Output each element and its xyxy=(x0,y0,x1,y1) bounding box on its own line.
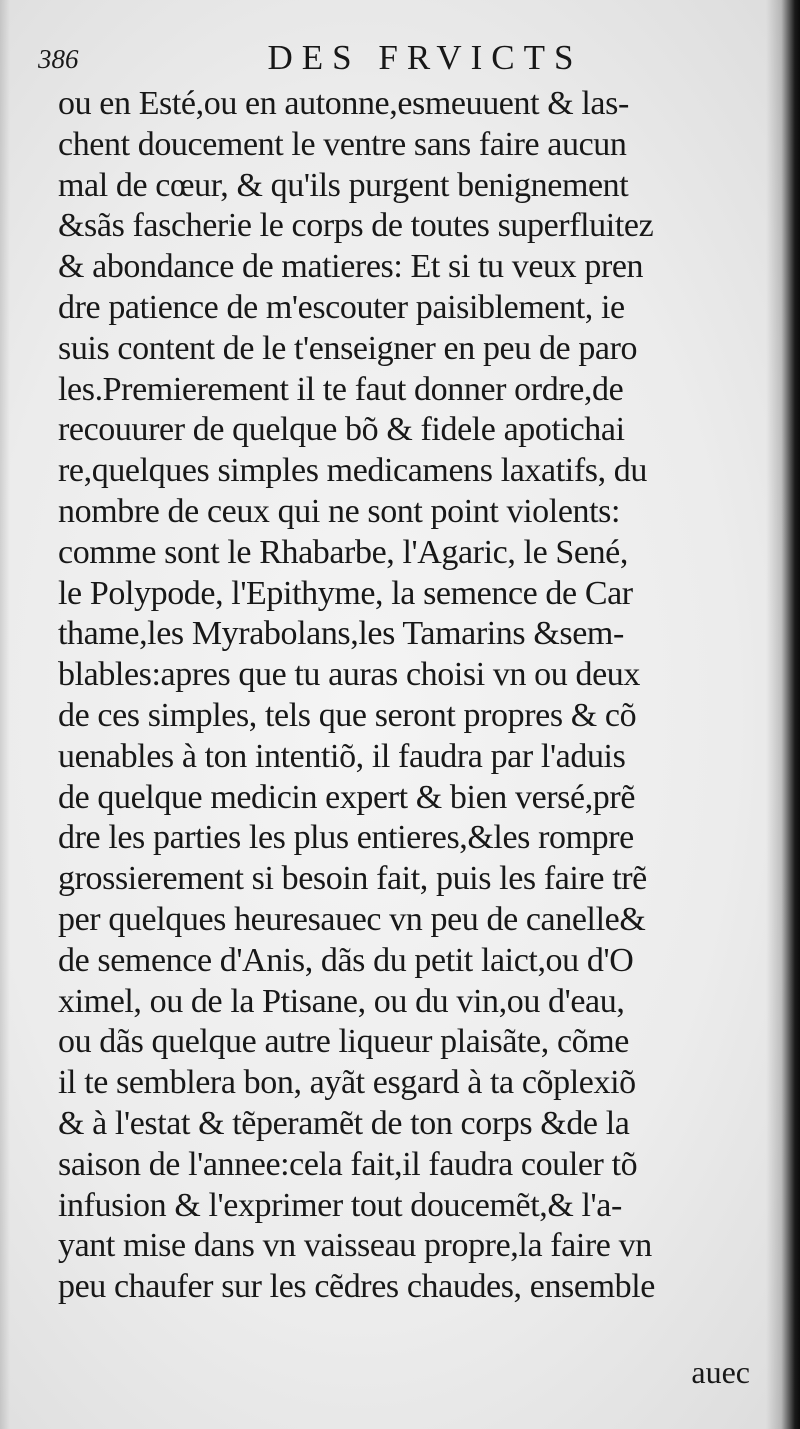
text-line: re,quelques simples medicamens laxatifs, du xyxy=(58,452,647,490)
text-line: dre les parties les plus entieres,&les rompre xyxy=(58,819,634,857)
text-line: les.Premierement il te faut donner ordre,de xyxy=(58,370,624,408)
text-line: per quelques heuresauec vn peu de canelle& xyxy=(58,900,646,938)
text-line: comme sont le Rhabarbe, l'Agaric, le Sené, xyxy=(58,533,628,571)
text-line: de quelque medicin expert & bien versé,prẽ xyxy=(58,778,636,816)
text-line: &sãs fascherie le corps de toutes superfluitez xyxy=(58,207,654,245)
text-line: blables:apres que tu auras choisi vn ou deux xyxy=(58,656,640,694)
text-line: & à l'estat & tẽperamẽt de ton corps &de la xyxy=(58,1104,630,1142)
running-head: DES FRVICTS xyxy=(267,38,583,77)
text-line: de ces simples, tels que seront propres & cõ xyxy=(58,696,637,734)
text-line: ou en Esté,ou en autonne,esmeuuent & las- xyxy=(58,85,629,122)
text-line: mal de cœur, & qu'ils purgent benignement xyxy=(58,166,629,204)
text-line: de semence d'Anis, dãs du petit laict,ou d'O xyxy=(58,941,634,979)
text-line: dre patience de m'escouter paisiblement, ie xyxy=(58,288,625,326)
text-line: & abondance de matieres: Et si tu veux pren xyxy=(58,248,644,286)
book-binding-shadow xyxy=(766,0,800,1429)
text-line: thame,les Myrabolans,les Tamarins &sem- xyxy=(58,615,624,653)
text-line: saison de l'annee:cela fait,il faudra couler tõ xyxy=(58,1145,638,1183)
text-line: yant mise dans vn vaisseau propre,la faire vn xyxy=(58,1227,652,1265)
text-line: grossierement si besoin fait, puis les faire trẽ xyxy=(58,860,647,898)
text-line: il te semblera bon, ayãt esgard à ta cõplexiõ xyxy=(58,1064,636,1102)
text-line: peu chaufer sur les cẽdres chaudes, ensemble xyxy=(58,1268,655,1306)
page-left-edge-shadow xyxy=(0,0,10,1429)
text-line: chent doucement le ventre sans faire aucun xyxy=(58,125,627,163)
text-line: nombre de ceux qui ne sont point violents: xyxy=(58,492,621,530)
text-line: ou dãs quelque autre liqueur plaisãte, cõme xyxy=(58,1023,629,1061)
body-text xyxy=(58,84,748,1308)
page-number: 386 xyxy=(38,44,79,74)
page-header xyxy=(36,38,756,86)
text-line: recouurer de quelque bõ & fidele apotichai xyxy=(58,411,625,449)
text-line: ximel, ou de la Ptisane, ou du vin,ou d'eau, xyxy=(58,982,625,1020)
text-line: le Polypode, l'Epithyme, la semence de Car xyxy=(58,574,633,612)
text-line: infusion & l'exprimer tout doucemẽt,& l'a- xyxy=(58,1186,622,1224)
text-line: suis content de le t'enseigner en peu de paro xyxy=(58,329,638,367)
catchword: auec xyxy=(691,1354,750,1390)
text-line: uenables à ton intentiõ, il faudra par l'aduis xyxy=(58,737,626,775)
